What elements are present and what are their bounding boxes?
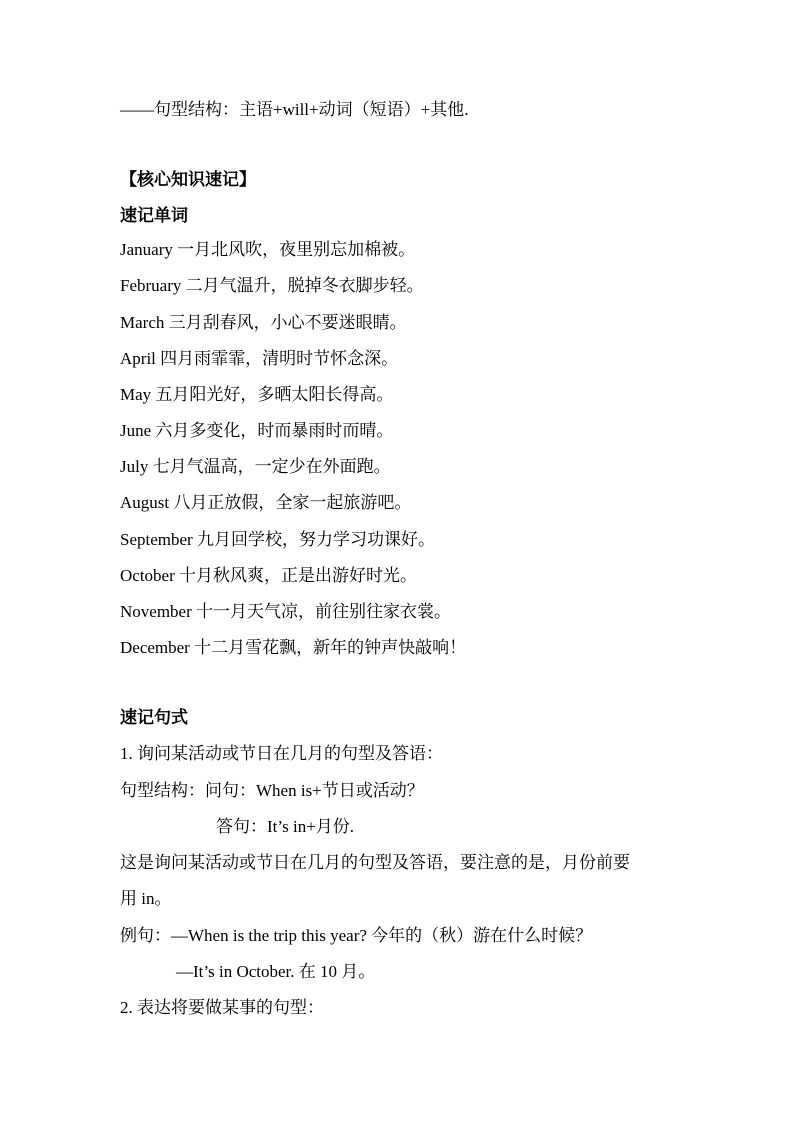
month-line: June 六月多变化，时而暴雨时而晴。 (120, 421, 394, 440)
point1-structure-question: 句型结构：问句：When is+节日或活动？ (120, 781, 424, 800)
month-line: January 一月北风吹，夜里别忘加棉被。 (120, 240, 416, 259)
intro-structure-line: ——句型结构：主语+will+动词（短语）+其他. (120, 100, 469, 119)
month-line: October 十月秋风爽，正是出游好时光。 (120, 566, 418, 585)
point1-example-question: 例句：—When is the trip this year? 今年的（秋）游在什么时候？ (120, 926, 593, 945)
vocab-heading: 速记单词 (120, 206, 188, 225)
month-line: November 十一月天气凉，前往别往家衣裳。 (120, 602, 452, 621)
month-line: February 二月气温升，脱掉冬衣脚步轻。 (120, 276, 424, 295)
month-line: March 三月刮春风，小心不要迷眼睛。 (120, 313, 407, 332)
month-line: December 十二月雪花飘，新年的钟声快敲响！ (120, 638, 467, 657)
point1-example-answer: —It’s in October. 在 10 月。 (176, 962, 376, 981)
point1-note-line2: 用 in。 (120, 889, 172, 908)
point1-title: 1. 询问某活动或节日在几月的句型及答语： (120, 744, 443, 763)
month-line: August 八月正放假，全家一起旅游吧。 (120, 493, 412, 512)
core-knowledge-heading: 【核心知识速记】 (120, 170, 256, 189)
month-line: July 七月气温高，一定少在外面跑。 (120, 457, 391, 476)
month-line: May 五月阳光好，多晒太阳长得高。 (120, 385, 394, 404)
point1-note-line1: 这是询问某活动或节日在几月的句型及答语，要注意的是，月份前要 (120, 853, 630, 872)
point2-title: 2. 表达将要做某事的句型： (120, 998, 324, 1017)
month-line: April 四月雨霏霏，清明时节怀念深。 (120, 349, 399, 368)
sentence-patterns-heading: 速记句式 (120, 708, 188, 727)
month-line: September 九月回学校，努力学习功课好。 (120, 530, 435, 549)
point1-structure-answer: 答句：It’s in+月份. (216, 817, 355, 836)
